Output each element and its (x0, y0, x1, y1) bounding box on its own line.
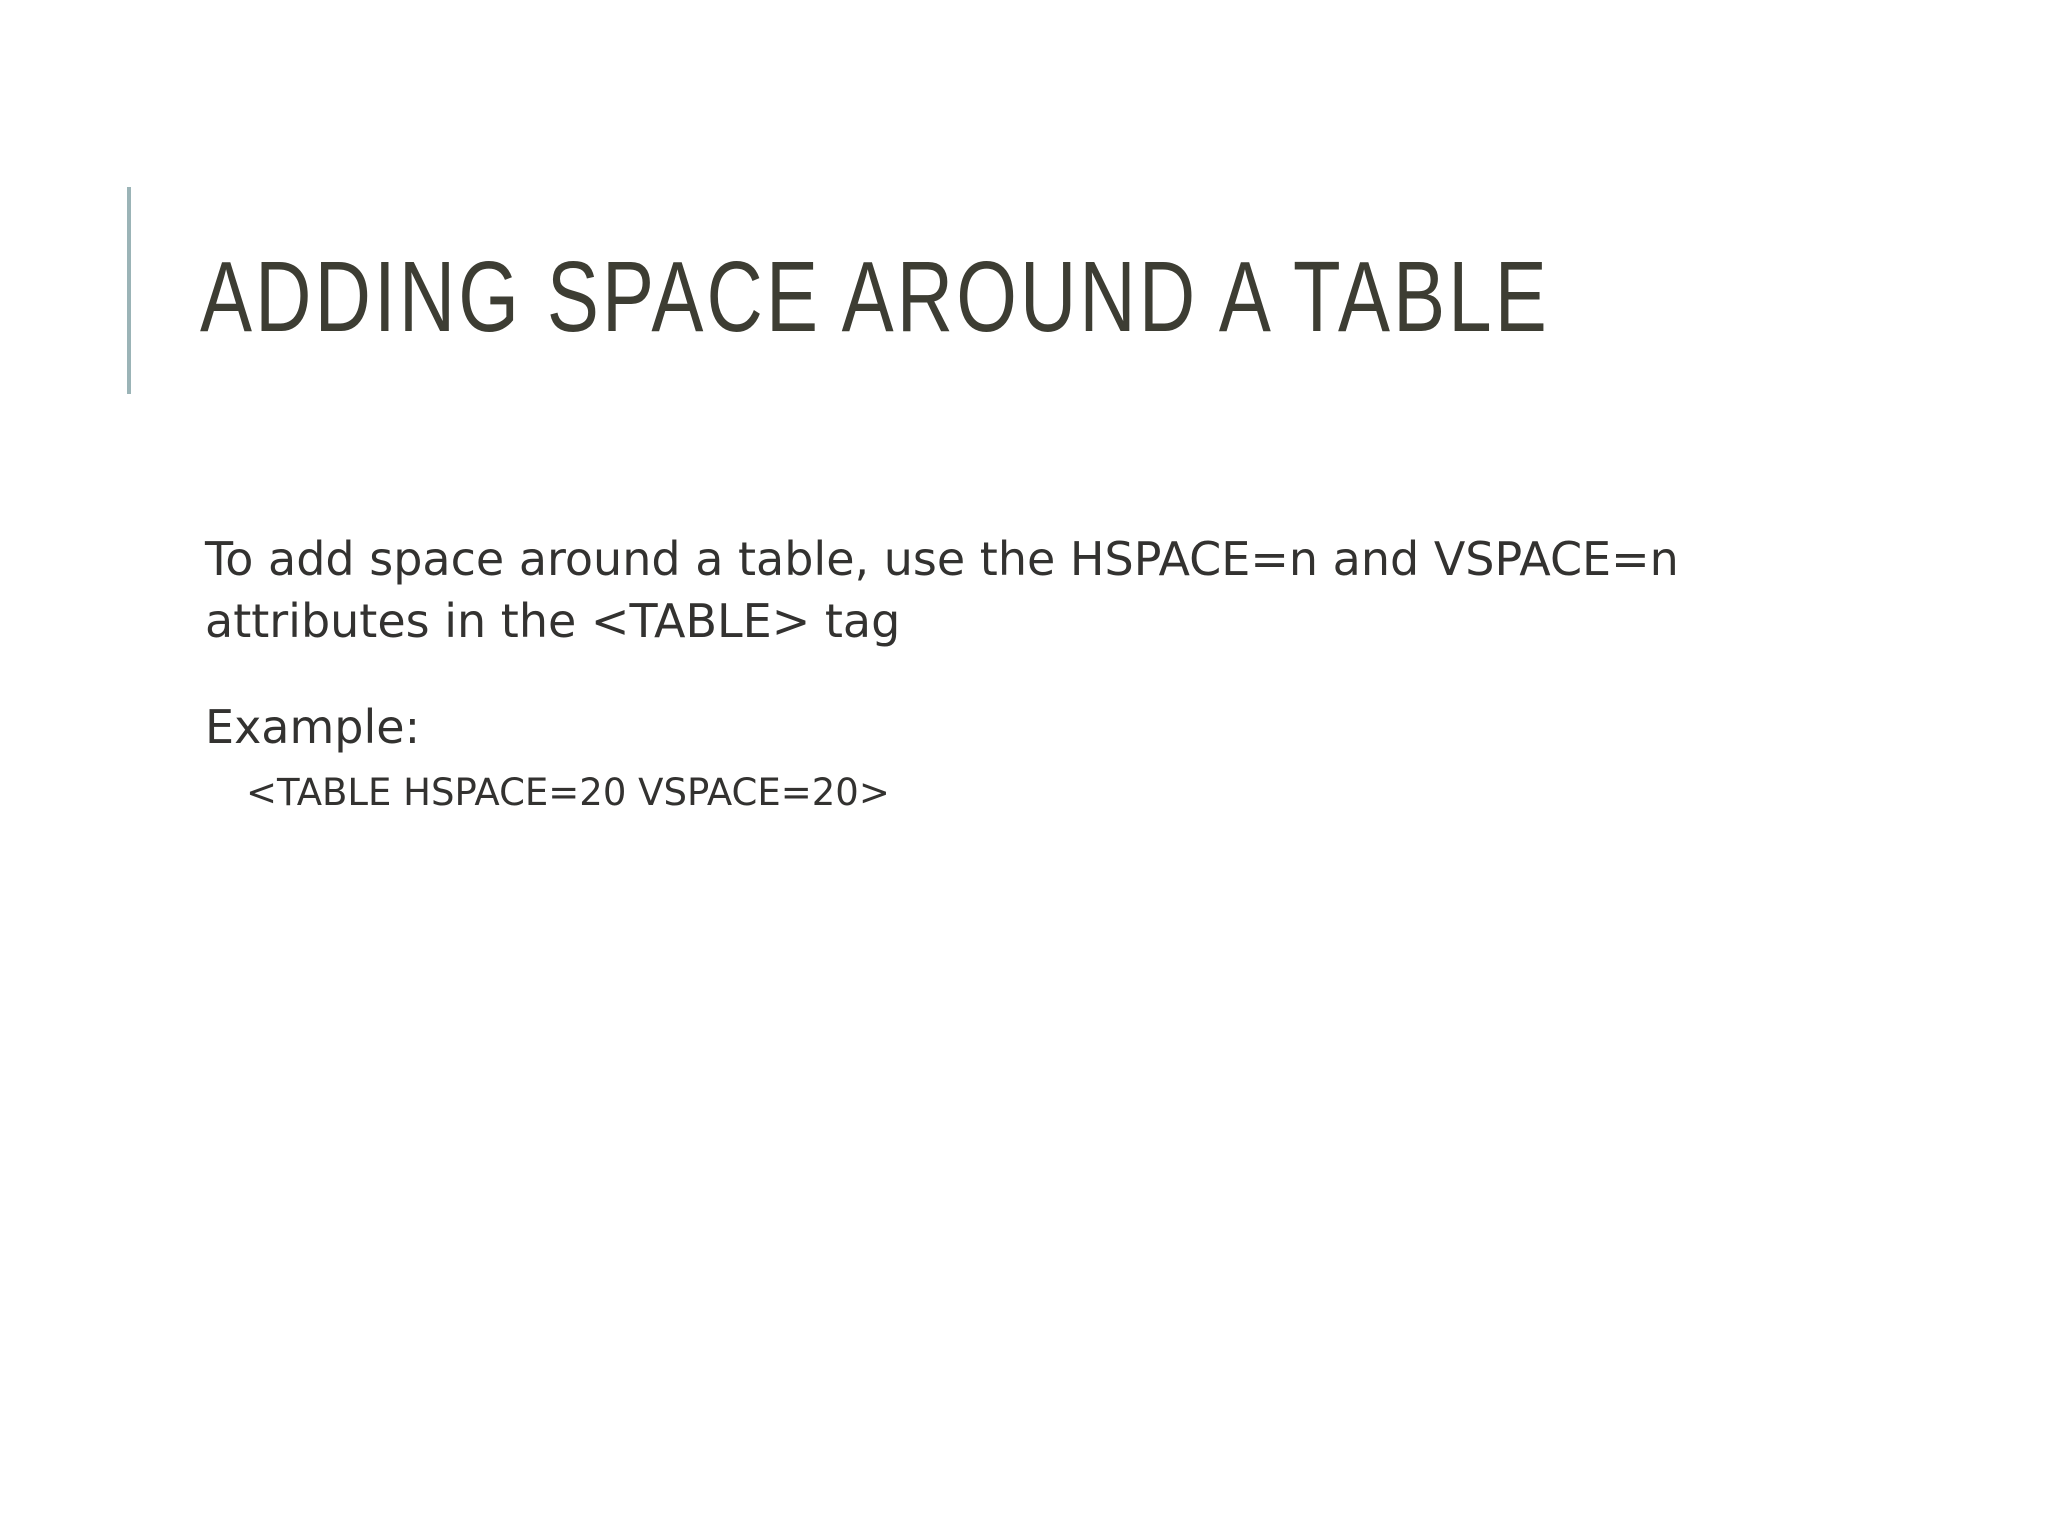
slide-title: ADDING SPACE AROUND A TABLE (200, 241, 1550, 353)
title-accent-bar (127, 187, 131, 394)
example-label: Example: (205, 700, 421, 754)
body-paragraph: To add space around a table, use the HSPACE=n and VSPACE=n attributes in the <TABLE> tag (205, 532, 1679, 648)
example-code: <TABLE HSPACE=20 VSPACE=20> (246, 771, 890, 814)
